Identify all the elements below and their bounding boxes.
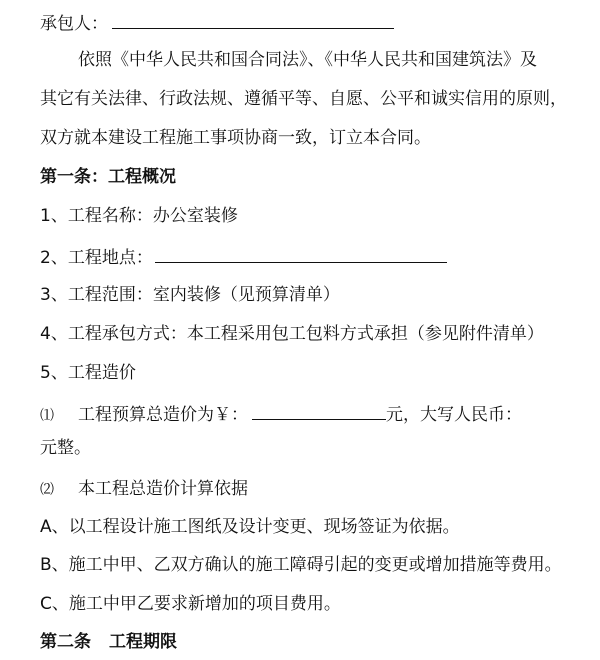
cost-subitem-1-tail: 元，大写人民币： [386, 405, 522, 425]
cost-subitem-1 [40, 401, 522, 427]
basis-c: C、施工中甲乙要求新增加的项目费用。 [40, 594, 341, 614]
item-project-location [40, 244, 447, 269]
contractor-line [40, 10, 394, 35]
cost-subitem-1-line-2: 元整。 [40, 438, 91, 458]
item-contract-method: 4、工程承包方式：本工程采用包工包料方式承担（参见附件清单） [40, 324, 544, 344]
item-project-location-label: 2、工程地点： [40, 248, 153, 268]
article-2-heading [40, 631, 177, 653]
contractor-blank [112, 10, 394, 29]
cost-subitem-2 [40, 478, 248, 501]
item-project-cost: 5、工程造价 [40, 363, 136, 383]
basis-a: A、以工程设计施工图纸及设计变更、现场签证为依据。 [40, 517, 460, 537]
item-project-scope: 3、工程范围：室内装修（见预算清单） [40, 285, 340, 305]
total-cost-blank [252, 401, 386, 420]
cost-subitem-2-text: 本工程总造价计算依据 [78, 479, 248, 499]
preamble-line-3: 双方就本建设工程施工事项协商一致，订立本合同。 [40, 128, 431, 148]
location-blank [155, 244, 447, 263]
cost-subitem-2-number: ⑵ [40, 482, 54, 498]
cost-subitem-1-text: 工程预算总造价为￥： [78, 405, 248, 425]
item-project-name: 1、工程名称：办公室装修 [40, 206, 238, 226]
basis-b: B、施工中甲、乙双方确认的施工障碍引起的变更或增加措施等费用。 [40, 555, 562, 575]
cost-subitem-1-number: ⑴ [40, 408, 54, 424]
preamble-line-1: 依照《中华人民共和国合同法》、《中华人民共和国建筑法》及 [78, 50, 537, 70]
contractor-label: 承包人： [40, 14, 108, 34]
article-1-heading: 第一条：工程概况 [40, 167, 176, 187]
article-2-heading-number: 第二条 [40, 632, 91, 652]
preamble-line-2: 其它有关法律、行政法规、遵循平等、自愿、公平和诚实信用的原则， [40, 89, 567, 109]
article-2-heading-title: 工程期限 [109, 632, 177, 652]
